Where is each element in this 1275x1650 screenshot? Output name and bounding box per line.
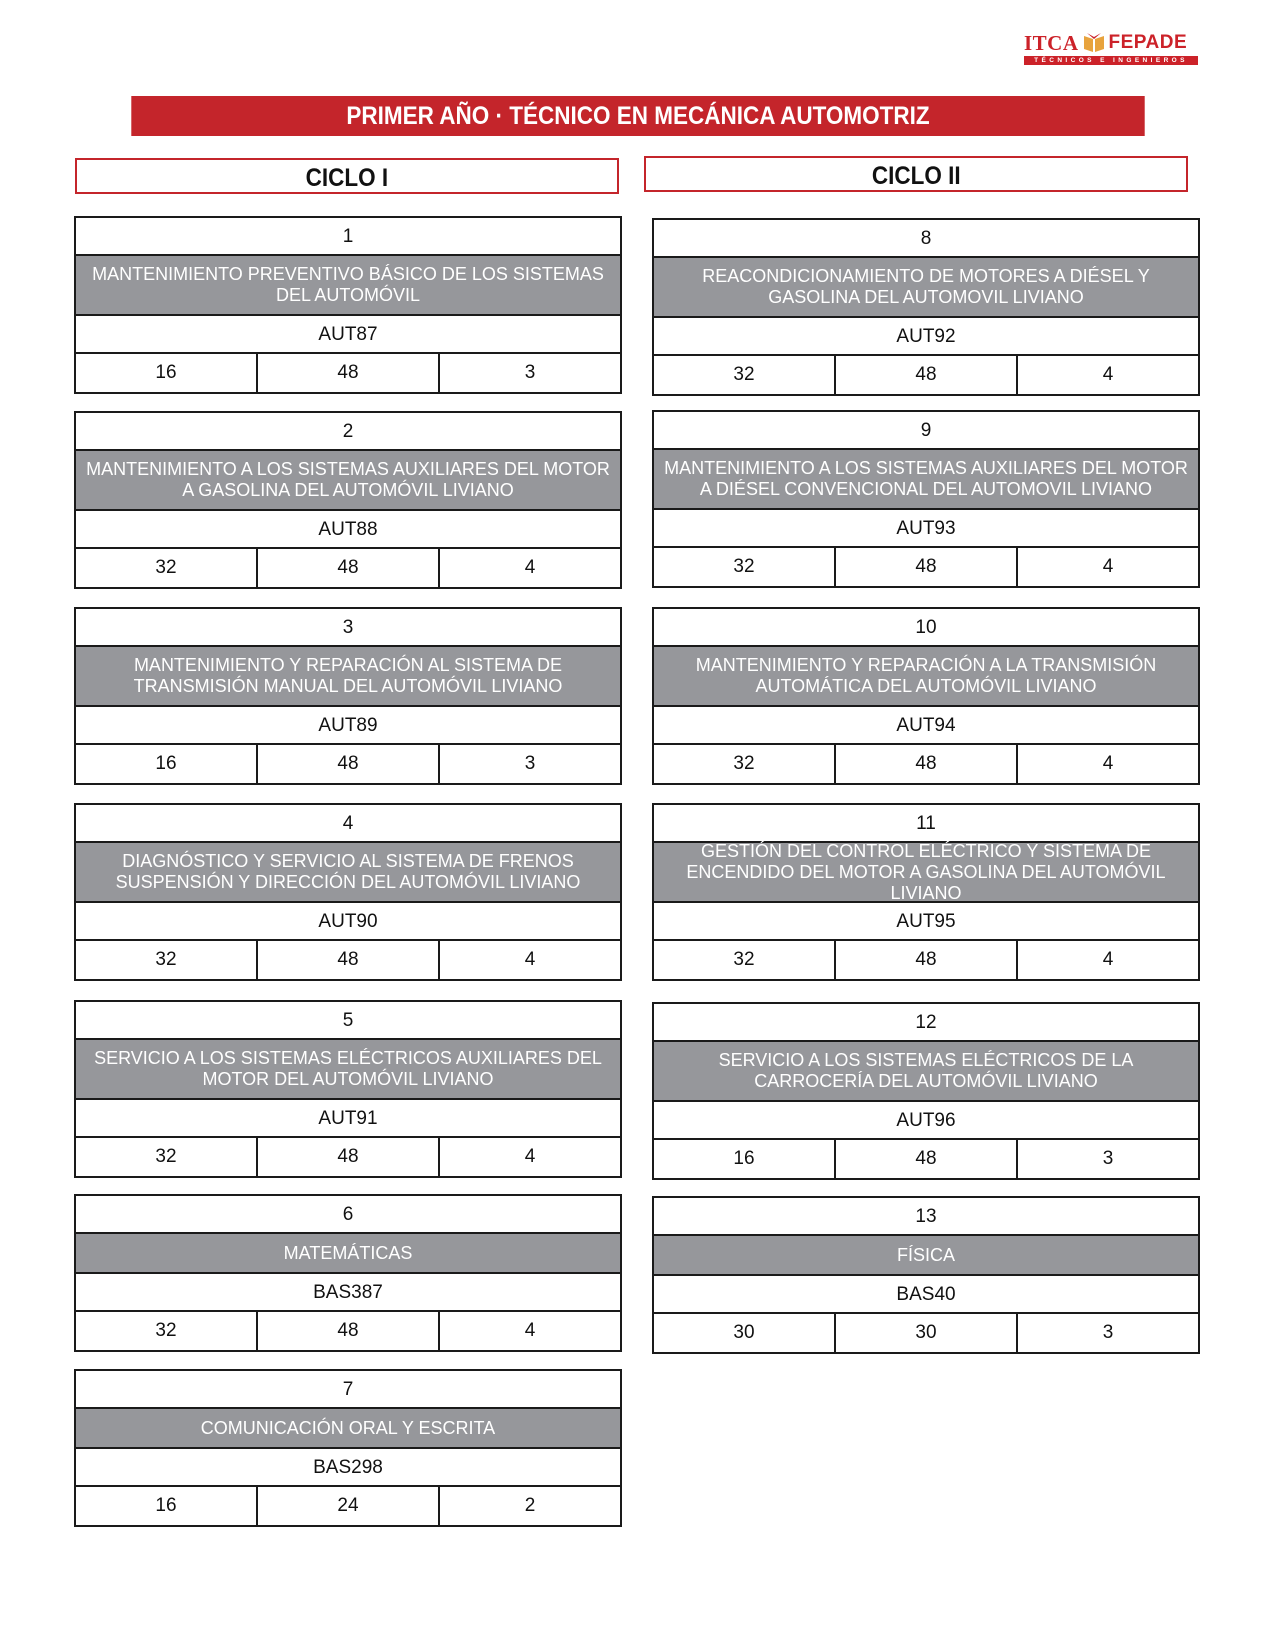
course-number: 7 xyxy=(76,1371,620,1409)
course-values xyxy=(76,549,620,587)
course-card xyxy=(74,607,622,785)
course-values xyxy=(654,941,1198,979)
course-number: 1 xyxy=(76,218,620,256)
course-value: 48 xyxy=(836,548,1018,586)
course-name: SERVICIO A LOS SISTEMAS ELÉCTRICOS DE LA CARROCERÍA DEL AUTOMÓVIL LIVIANO xyxy=(654,1042,1198,1102)
course-name: COMUNICACIÓN ORAL Y ESCRITA xyxy=(76,1409,620,1449)
course-code: AUT88 xyxy=(76,511,620,549)
course-code: AUT87 xyxy=(76,316,620,354)
course-card xyxy=(652,1002,1200,1180)
course-card xyxy=(652,607,1200,785)
course-number: 8 xyxy=(654,220,1198,258)
course-value: 4 xyxy=(524,1146,536,1167)
course-value: 2 xyxy=(524,1495,536,1516)
course-code: BAS387 xyxy=(76,1274,620,1312)
course-values xyxy=(654,1140,1198,1178)
course-number: 4 xyxy=(76,805,620,843)
course-value: 32 xyxy=(654,941,836,979)
course-number: 3 xyxy=(76,609,620,647)
course-card xyxy=(74,803,622,981)
course-number: 11 xyxy=(654,805,1198,843)
course-values xyxy=(76,1138,620,1176)
course-values xyxy=(76,1312,620,1350)
course-name: DIAGNÓSTICO Y SERVICIO AL SISTEMA DE FRENOS SUSPENSIÓN Y DIRECCIÓN DEL AUTOMÓVIL LIVIANO xyxy=(76,843,620,903)
course-name: FÍSICA xyxy=(654,1236,1198,1276)
course-value: 48 xyxy=(836,745,1018,783)
course-values xyxy=(76,941,620,979)
course-value: 4 xyxy=(1102,949,1114,970)
course-name: MANTENIMIENTO PREVENTIVO BÁSICO DE LOS SISTEMAS DEL AUTOMÓVIL xyxy=(76,256,620,316)
course-value: 32 xyxy=(654,745,836,783)
course-value: 3 xyxy=(1102,1322,1114,1343)
course-card xyxy=(74,1194,622,1352)
course-code: AUT90 xyxy=(76,903,620,941)
course-value: 4 xyxy=(1102,556,1114,577)
course-card xyxy=(74,411,622,589)
course-value: 16 xyxy=(76,1487,258,1525)
cycle-2-header xyxy=(644,156,1188,192)
course-value: 4 xyxy=(1102,364,1114,385)
course-values xyxy=(654,356,1198,394)
course-code: AUT94 xyxy=(654,707,1198,745)
course-card xyxy=(652,410,1200,588)
course-name: MANTENIMIENTO Y REPARACIÓN A LA TRANSMISIÓN AUTOMÁTICA DEL AUTOMÓVIL LIVIANO xyxy=(654,647,1198,707)
course-value: 32 xyxy=(76,941,258,979)
course-values xyxy=(76,745,620,783)
course-value: 4 xyxy=(1102,753,1114,774)
course-card xyxy=(652,218,1200,396)
course-value: 3 xyxy=(1102,1148,1114,1169)
book-logo-icon xyxy=(1083,33,1105,53)
course-value: 30 xyxy=(654,1314,836,1352)
course-code: AUT91 xyxy=(76,1100,620,1138)
course-value: 32 xyxy=(76,1312,258,1350)
course-code: AUT95 xyxy=(654,903,1198,941)
course-code: BAS298 xyxy=(76,1449,620,1487)
course-code: AUT89 xyxy=(76,707,620,745)
course-value: 30 xyxy=(836,1314,1018,1352)
course-value: 16 xyxy=(654,1140,836,1178)
course-code: AUT93 xyxy=(654,510,1198,548)
course-value: 32 xyxy=(654,356,836,394)
course-name: MANTENIMIENTO A LOS SISTEMAS AUXILIARES DEL MOTOR A GASOLINA DEL AUTOMÓVIL LIVIANO xyxy=(76,451,620,511)
course-card xyxy=(652,803,1200,981)
course-value: 48 xyxy=(258,1312,440,1350)
course-number: 9 xyxy=(654,412,1198,450)
cycle-2-label: CICLO II xyxy=(871,162,961,190)
course-values xyxy=(654,1314,1198,1352)
course-card xyxy=(74,1369,622,1527)
course-number: 2 xyxy=(76,413,620,451)
logo-tagline: TÉCNICOS E INGENIEROS xyxy=(1024,56,1198,65)
course-value: 4 xyxy=(524,949,536,970)
course-number: 12 xyxy=(654,1004,1198,1042)
course-card xyxy=(74,1000,622,1178)
course-value: 24 xyxy=(258,1487,440,1525)
page-title-banner: PRIMER AÑO · TÉCNICO EN MECÁNICA AUTOMOTRIZ xyxy=(131,96,1144,136)
course-value: 32 xyxy=(654,548,836,586)
course-name: MATEMÁTICAS xyxy=(76,1234,620,1274)
course-value: 48 xyxy=(258,1138,440,1176)
course-card xyxy=(652,1196,1200,1354)
course-values xyxy=(654,548,1198,586)
logo-itca-text: ITCA xyxy=(1024,31,1079,55)
course-value: 48 xyxy=(258,745,440,783)
course-values xyxy=(76,354,620,392)
course-name: GESTIÓN DEL CONTROL ELÉCTRICO Y SISTEMA DE ENCENDIDO DEL MOTOR A GASOLINA DEL AUTOMÓVIL LIVIANO xyxy=(654,843,1198,903)
course-code: AUT92 xyxy=(654,318,1198,356)
cycle-1-header xyxy=(75,158,619,194)
course-value: 48 xyxy=(258,549,440,587)
cycle-1-label: CICLO I xyxy=(305,164,389,192)
course-code: AUT96 xyxy=(654,1102,1198,1140)
course-value: 48 xyxy=(836,941,1018,979)
course-name: SERVICIO A LOS SISTEMAS ELÉCTRICOS AUXILIARES DEL MOTOR DEL AUTOMÓVIL LIVIANO xyxy=(76,1040,620,1100)
course-value: 48 xyxy=(836,356,1018,394)
course-number: 13 xyxy=(654,1198,1198,1236)
course-name: MANTENIMIENTO A LOS SISTEMAS AUXILIARES DEL MOTOR A DIÉSEL CONVENCIONAL DEL AUTOMOVIL LIVIANO xyxy=(654,450,1198,510)
course-number: 10 xyxy=(654,609,1198,647)
course-value: 3 xyxy=(524,753,536,774)
course-number: 6 xyxy=(76,1196,620,1234)
course-code: BAS40 xyxy=(654,1276,1198,1314)
course-name: REACONDICIONAMIENTO DE MOTORES A DIÉSEL Y GASOLINA DEL AUTOMOVIL LIVIANO xyxy=(654,258,1198,318)
course-card xyxy=(74,216,622,394)
course-value: 32 xyxy=(76,1138,258,1176)
course-value: 16 xyxy=(76,354,258,392)
course-value: 3 xyxy=(524,362,536,383)
course-value: 4 xyxy=(524,1320,536,1341)
course-value: 48 xyxy=(258,941,440,979)
logo-fepade-text: FEPADE xyxy=(1108,32,1188,53)
course-value: 48 xyxy=(258,354,440,392)
course-value: 4 xyxy=(524,557,536,578)
course-name: MANTENIMIENTO Y REPARACIÓN AL SISTEMA DE TRANSMISIÓN MANUAL DEL AUTOMÓVIL LIVIANO xyxy=(76,647,620,707)
course-values xyxy=(76,1487,620,1525)
course-value: 16 xyxy=(76,745,258,783)
course-number: 5 xyxy=(76,1002,620,1040)
course-values xyxy=(654,745,1198,783)
course-value: 48 xyxy=(836,1140,1018,1178)
itca-fepade-logo xyxy=(1024,32,1198,66)
course-value: 32 xyxy=(76,549,258,587)
